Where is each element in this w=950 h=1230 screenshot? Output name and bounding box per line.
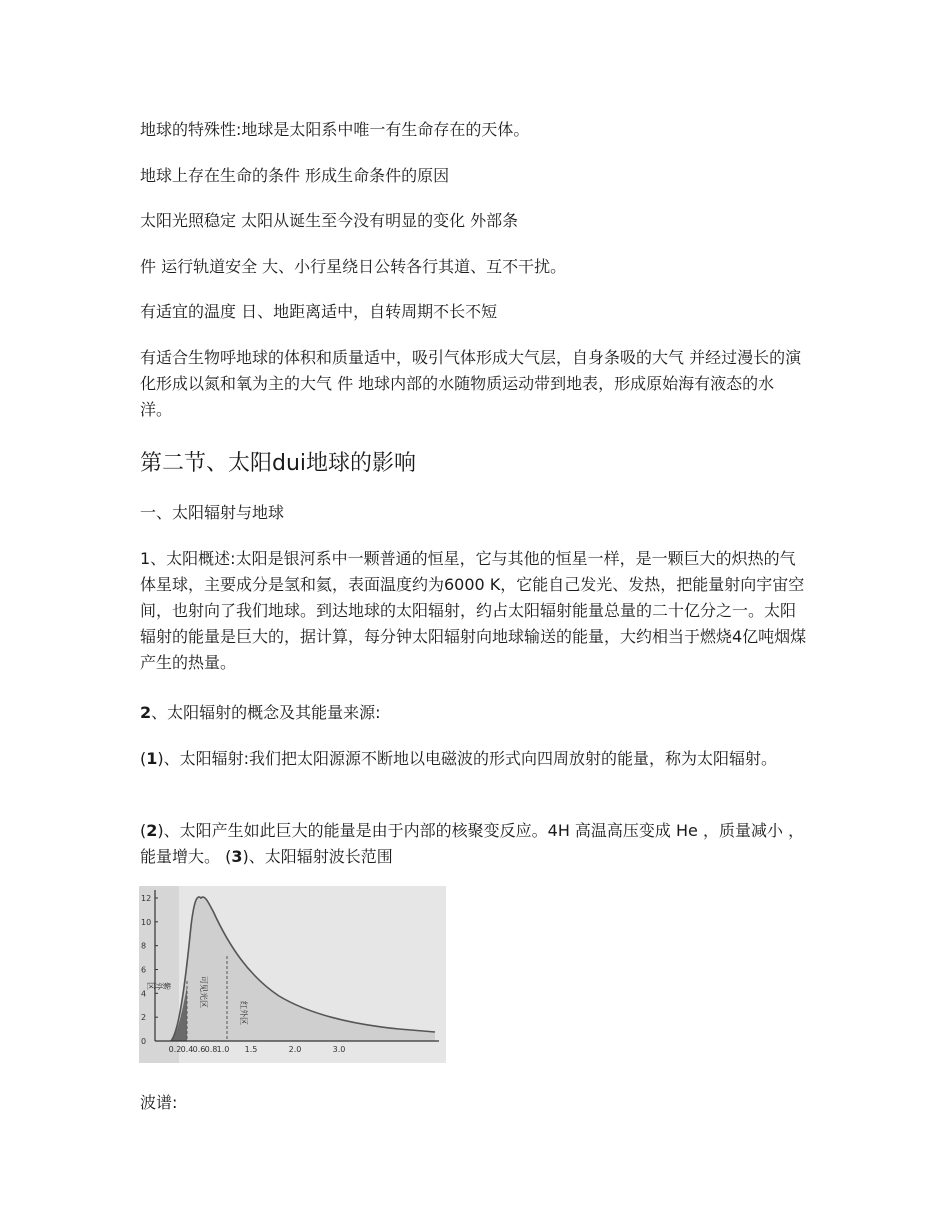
paren: ( [140,821,147,840]
x-tick-label: 0.4 [180,1045,194,1054]
visible-label: 可见光区 [199,976,208,1008]
y-tick-label: 12 [141,894,152,903]
x-tick-label: 2.0 [288,1045,302,1054]
x-tick-label: 3.0 [332,1045,346,1054]
paragraph-fusion [140,818,810,870]
paragraph-text: )、太阳产生如此巨大的能量是由于内部的核聚变反应。4H 高温高压变成 He ，质量减小 ，能量增大。 ( [140,821,805,866]
solar-spectrum-figure [139,886,446,1063]
section-heading: 第二节、太阳dui地球的影响 [140,451,417,476]
x-tick-label: 0.8 [204,1045,218,1054]
x-tick-label: 1.5 [244,1045,258,1054]
paragraph-stable-light: 太阳光照稳定 太阳从诞生至今没有明显的变化 外部条 [140,211,519,230]
y-tick-label: 6 [141,965,147,975]
paren: ( [140,749,147,768]
list-number: 3 [231,847,243,866]
paragraph-atmosphere-water: 有适合生物呼地球的体积和质量适中，吸引气体形成大气层，自身条吸的大气 并经过漫长的演化形成以氮和氧为主的大气 件 地球内部的水随物质运动带到地表，形成原始海有液态的水 洋。 [140,348,802,419]
paragraph-text: )、太阳辐射波长范围 [242,847,393,866]
subsection-heading: 一、太阳辐射与地球 [140,503,285,522]
paragraph-sun-overview: 1、太阳概述:太阳是银河系中一颗普通的恒星，它与其他的恒星一样，是一颗巨大的炽热的气体星球，主要成分是氢和氦，表面温度约为6000 K，它能自己发光、发热，把能量射向宇宙空间，也射向了我们地球。到达地球的太阳辐射，约占太阳辐射能量总量的二十亿分之一。太阳辐射的能量是巨大的，据计算，每分钟太阳辐射向地球输送的能量，大约相当于燃烧4亿吨烟煤产生的热量。 [140,549,807,672]
paragraph-radiation-definition [140,746,810,772]
y-tick-label: 8 [141,941,147,951]
list-number: 1 [146,749,158,768]
x-tick-label: 1.0 [216,1045,230,1054]
y-tick-label: 4 [141,989,147,999]
y-tick-label: 0 [141,1037,147,1046]
paragraph-text: 、太阳辐射的概念及其能量来源: [151,703,381,722]
paragraph-safe-orbit: 件 运行轨道安全 大、小行星绕日公转各行其道、互不干扰。 [140,257,567,276]
spectrum-image [139,886,446,1063]
paragraph-radiation-concept [140,700,810,726]
y-tick-label: 10 [141,917,152,927]
paragraph-text: )、太阳辐射:我们把太阳源源不断地以电磁波的形式向四周放射的能量，称为太阳辐射。 [157,749,778,768]
list-number: 2 [140,703,152,722]
paragraph-temperature: 有适宜的温度 日、地距离适中，自转周期不长不短 [140,302,498,321]
list-number: 2 [146,821,158,840]
caption: 波谱: [140,1093,178,1112]
paragraph-life-conditions: 地球上存在生命的条件 形成生命条件的原因 [140,166,450,185]
infrared-label: 红外区 [239,1001,248,1025]
y-tick-label: 2 [141,1013,147,1023]
uv-label: 紫外区 [147,981,171,991]
x-tick-label: 0.2 [168,1045,182,1054]
paragraph-earth-special: 地球的特殊性:地球是太阳系中唯一有生命存在的天体。 [140,120,530,139]
x-tick-label: 0.6 [192,1045,206,1054]
